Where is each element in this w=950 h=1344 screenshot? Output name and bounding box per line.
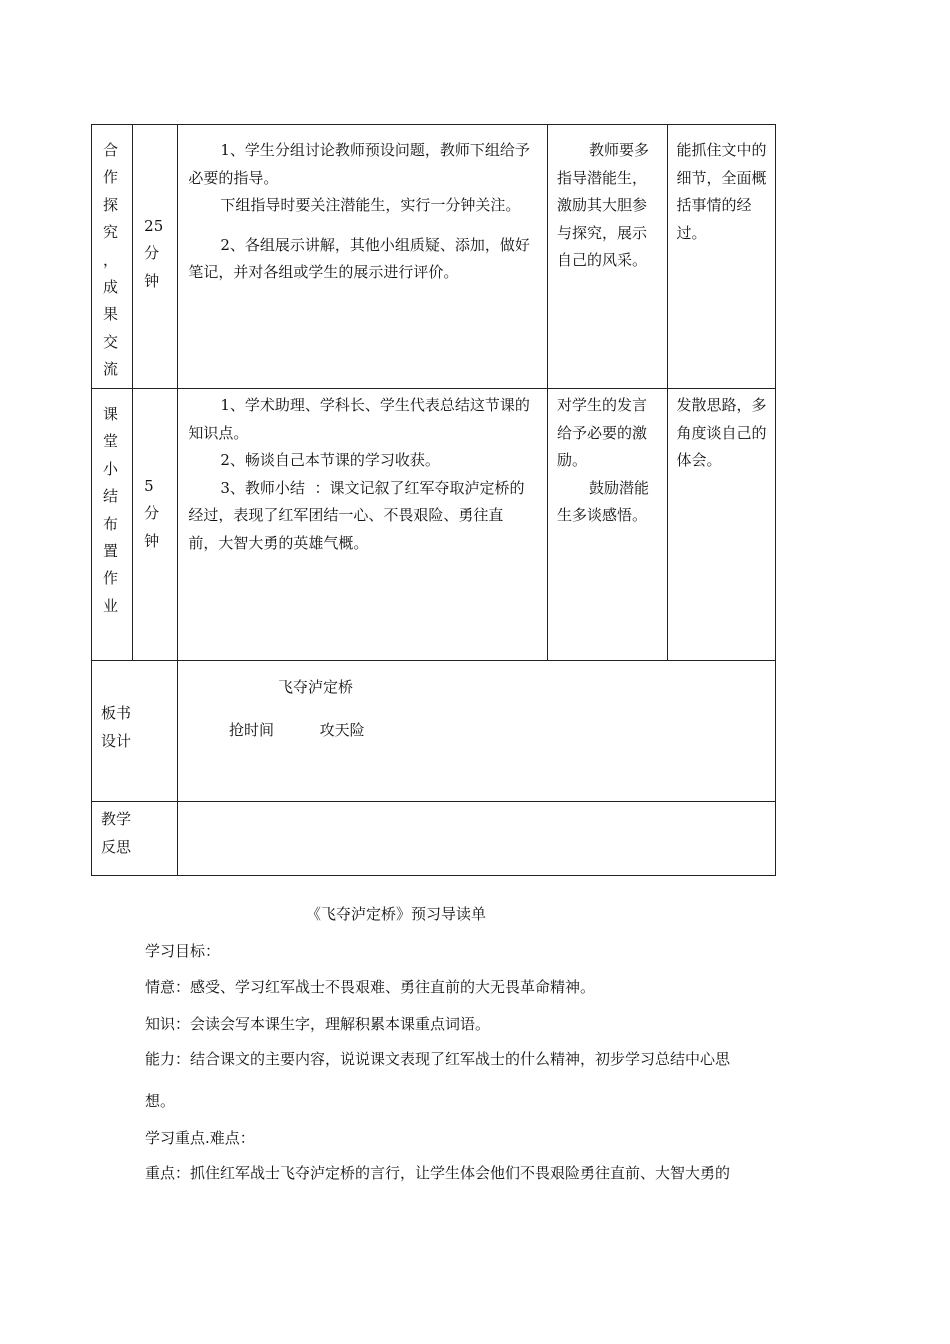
lesson-plan-table [91,124,776,876]
stage-char: 究 [103,223,119,242]
stage-char: 探 [103,195,119,214]
process-cell [178,389,548,661]
board-point: 抢时间 [229,721,275,739]
board-design-label-line: 设计 [101,732,132,750]
teacher-guidance-text: 对学生的发言给予必要的激励。 [556,396,647,469]
stage-char: 业 [103,596,119,615]
stage-char: 作 [103,569,119,588]
time-text: 钟 [144,531,160,550]
board-design-label [92,661,178,802]
reflection-label-line: 反思 [101,838,132,856]
stage-char: 置 [103,542,119,561]
board-point: 攻天险 [319,721,365,739]
stage-char: 结 [103,487,119,506]
stage-char: 堂 [103,432,119,451]
time-text: 钟 [144,271,160,290]
teacher-guidance-text: 鼓励潜能生多谈感悟。 [556,478,649,524]
student-goal-text: 能抓住文中的细节，全面概括事情的经过。 [676,141,767,242]
stage-char: 作 [103,168,119,187]
goal-emotion: 情意：感受、学习红军战士不畏艰难、勇往直前的大无畏革命精神。 [145,978,596,996]
process-step: 1、学生分组讨论教师预设问题，教师下组给予必要的指导。 [188,141,530,187]
goal-ability-continued: 想。 [145,1092,176,1110]
time-cell [133,125,178,389]
process-step: 2、畅谈自己本节课的学习收获。 [220,451,440,469]
board-points [229,719,365,740]
stage-char: 合 [103,141,119,159]
process-cell [178,125,548,389]
stage-cell [92,389,133,661]
stage-char: ， [103,250,119,269]
teacher-guidance-text: 教师要多指导潜能生，激励其大胆参与探究，展示自己的风采。 [556,141,649,269]
time-text: 25 [144,217,164,235]
reflection-cell [178,802,776,876]
table-row-reflection [92,802,776,876]
guide-title: 《飞夺泸定桥》预习导读单 [306,905,487,923]
stage-char: 果 [103,305,119,324]
time-text: 5 [144,477,154,495]
board-design-label-line: 板书 [101,704,132,722]
stage-cell [92,125,133,389]
stage-char: 课 [103,405,119,423]
student-goal-cell [668,125,776,389]
stage-char: 布 [103,514,119,533]
student-goal-text: 发散思路，多角度谈自己的体会。 [676,396,767,469]
goals-heading: 学习目标： [145,942,221,960]
process-step: 下组指导时要关注潜能生，实行一分钟关注。 [220,196,521,214]
time-cell [133,389,178,661]
reflection-label-line: 教学 [101,810,132,828]
teacher-guidance-cell [547,125,668,389]
goal-knowledge: 知识：会读会写本课生字，理解积累本课重点词语。 [145,1015,491,1033]
board-title: 飞夺泸定桥 [278,678,354,696]
reflection-label [92,802,178,876]
goal-ability: 能力：结合课文的主要内容，说说课文表现了红军战士的什么精神，初步学习总结中心思 [145,1050,731,1068]
student-goal-cell [668,389,776,661]
time-text: 分 [144,504,160,523]
stage-char: 成 [103,278,119,297]
process-step: 1、学术助理、学科长、学生代表总结这节课的知识点。 [188,396,530,442]
table-row-summary [92,389,776,661]
table-row-cooperative-inquiry [92,125,776,389]
table-row-board-design [92,661,776,802]
stage-char: 交 [103,332,119,351]
key-points-heading: 学习重点.难点： [145,1129,255,1147]
process-step: 3、教师小结 ：课文记叙了红军夺取泸定桥的经过，表现了红军团结一心、不畏艰险、勇往直前，大智大勇的英雄气概。 [188,478,525,552]
teacher-guidance-cell [547,389,668,661]
process-step: 2、各组展示讲解，其他小组质疑、添加，做好笔记，并对各组或学生的展示进行评价。 [188,235,530,281]
time-text: 分 [144,244,160,263]
key-point: 重点：抓住红军战士飞夺泸定桥的言行，让学生体会他们不畏艰险勇往直前、大智大勇的 [145,1164,731,1182]
stage-char: 小 [103,459,119,478]
stage-char: 流 [103,360,119,379]
